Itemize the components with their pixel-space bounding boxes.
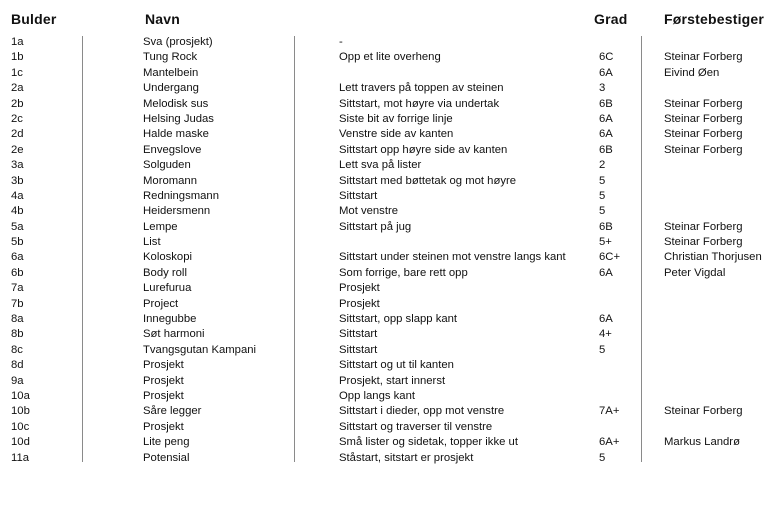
route-name: Prosjekt	[143, 420, 184, 433]
table-row	[0, 97, 773, 112]
table-row	[0, 66, 773, 81]
boulder-id: 2c	[11, 112, 23, 125]
route-grade: 6A	[599, 66, 613, 79]
boulder-id: 2d	[11, 128, 24, 141]
boulder-id: 8a	[11, 313, 24, 326]
route-grade: 6A+	[599, 436, 620, 449]
boulder-id: 7a	[11, 282, 24, 295]
table-row	[0, 174, 773, 189]
route-grade: 6A	[599, 313, 613, 326]
boulder-id: 1a	[11, 36, 24, 48]
route-description: Prosjekt, start innerst	[339, 374, 446, 387]
route-name: Solguden	[143, 159, 191, 172]
route-name: Envegslove	[143, 143, 202, 156]
table-row	[0, 420, 773, 435]
boulder-id: 1b	[11, 51, 24, 64]
table-row	[0, 220, 773, 235]
first-ascent: Christian Thorjusen	[664, 251, 762, 264]
table-row	[0, 50, 773, 65]
route-grade: 5+	[599, 236, 612, 249]
route-grade: 2	[599, 159, 606, 172]
table-row	[0, 158, 773, 173]
route-grade: 6C	[599, 51, 614, 64]
table-row	[0, 112, 773, 127]
boulder-id: 1c	[11, 66, 23, 79]
boulder-id: 2b	[11, 97, 24, 110]
route-description: Sittstart	[339, 343, 378, 356]
route-grade: 5	[599, 189, 606, 202]
table-row	[0, 358, 773, 373]
route-name: Tvangsgutan Kampani	[143, 343, 257, 356]
route-description: Sittstart, opp slapp kant	[339, 313, 458, 326]
route-description: Mot venstre	[339, 205, 399, 218]
route-description: -	[339, 36, 343, 48]
route-name: Tung Rock	[143, 51, 198, 64]
first-ascent: Eivind Øen	[664, 66, 720, 79]
boulder-id: 10b	[11, 405, 30, 418]
route-description: Sittstart på jug	[339, 220, 412, 233]
route-description: Sittstart med bøttetak og mot høyre	[339, 174, 517, 187]
boulder-id: 6a	[11, 251, 24, 264]
first-ascent: Steinar Forberg	[664, 143, 743, 156]
route-name: Sva (prosjekt)	[143, 36, 213, 48]
boulder-id: 2e	[11, 143, 24, 156]
boulder-id: 10d	[11, 436, 30, 449]
first-ascent: Steinar Forberg	[664, 236, 743, 249]
boulder-table	[0, 35, 773, 466]
boulder-id: 8c	[11, 343, 23, 356]
first-ascent: Steinar Forberg	[664, 51, 743, 64]
route-description: Prosjekt	[339, 297, 380, 310]
route-grade: 7A+	[599, 405, 620, 418]
route-grade: 6C+	[599, 251, 621, 264]
route-description: Opp et lite overheng	[339, 51, 441, 64]
route-description: Sittstart og ut til kanten	[339, 359, 454, 372]
first-ascent: Peter Vigdal	[664, 266, 726, 279]
boulder-id: 4b	[11, 205, 24, 218]
route-grade: 6A	[599, 128, 613, 141]
route-name: Såre legger	[143, 405, 202, 418]
route-name: Lurefurua	[143, 282, 192, 295]
boulder-id: 10a	[11, 389, 30, 402]
route-grade: 3	[599, 82, 606, 95]
first-ascent: Steinar Forberg	[664, 97, 743, 110]
boulder-id: 6b	[11, 266, 24, 279]
table-row	[0, 235, 773, 250]
boulder-id: 10c	[11, 420, 30, 433]
boulder-id: 7b	[11, 297, 24, 310]
route-description: Prosjekt	[339, 282, 380, 295]
route-name: Undergang	[143, 82, 199, 95]
boulder-id: 11a	[11, 451, 30, 464]
route-description: Sittstart opp høyre side av kanten	[339, 143, 508, 156]
first-ascent: Steinar Forberg	[664, 112, 743, 125]
route-description: Siste bit av forrige linje	[339, 112, 453, 125]
route-name: Mantelbein	[143, 66, 199, 79]
table-row	[0, 327, 773, 342]
route-grade: 6A	[599, 266, 613, 279]
boulder-id: 2a	[11, 82, 24, 95]
route-description: Lett sva på lister	[339, 159, 422, 172]
table-row	[0, 404, 773, 419]
first-ascent: Steinar Forberg	[664, 220, 743, 233]
route-description: Sittstart	[339, 189, 378, 202]
table-row	[0, 297, 773, 312]
route-grade: 4+	[599, 328, 612, 341]
header-navn: Navn	[145, 11, 181, 27]
boulder-id: 5b	[11, 236, 24, 249]
header-bulder: Bulder	[11, 11, 57, 27]
boulder-id: 3b	[11, 174, 24, 187]
route-name: Prosjekt	[143, 359, 184, 372]
route-grade: 6B	[599, 220, 613, 233]
route-description: Opp langs kant	[339, 389, 415, 402]
route-description: Sittstart i dieder, opp mot venstre	[339, 405, 505, 418]
header-forstebestiger: Førstebestiger	[664, 11, 765, 27]
route-name: Innegubbe	[143, 313, 197, 326]
table-row	[0, 143, 773, 158]
route-name: List	[143, 236, 161, 249]
route-name: Melodisk sus	[143, 97, 209, 110]
header-grad: Grad	[594, 11, 628, 27]
table-row	[0, 250, 773, 265]
table-row	[0, 343, 773, 358]
route-name: Body roll	[143, 266, 187, 279]
route-description: Lett travers på toppen av steinen	[339, 82, 504, 95]
route-grade: 5	[599, 343, 606, 356]
boulder-id: 8d	[11, 359, 24, 372]
table-row	[0, 35, 773, 50]
table-row	[0, 312, 773, 327]
route-grade: 6B	[599, 97, 613, 110]
route-name: Redningsmann	[143, 189, 219, 202]
route-name: Project	[143, 297, 179, 310]
route-name: Lite peng	[143, 436, 190, 449]
boulder-id: 3a	[11, 159, 24, 172]
table-row	[0, 204, 773, 219]
route-grade: 5	[599, 451, 606, 464]
table-row	[0, 374, 773, 389]
table-row	[0, 281, 773, 296]
table-row	[0, 266, 773, 281]
route-description: Ståstart, sitstart er prosjekt	[339, 451, 474, 464]
route-grade: 5	[599, 205, 606, 218]
route-description: Sittstart	[339, 328, 378, 341]
route-description: Venstre side av kanten	[339, 128, 454, 141]
table-row	[0, 127, 773, 142]
route-description: Små lister og sidetak, topper ikke ut	[339, 436, 518, 449]
route-name: Heidersmenn	[143, 205, 211, 218]
route-name: Lempe	[143, 220, 178, 233]
route-name: Prosjekt	[143, 389, 184, 402]
boulder-id: 8b	[11, 328, 24, 341]
route-name: Halde maske	[143, 128, 209, 141]
route-name: Moromann	[143, 174, 197, 187]
route-description: Sittstart, mot høyre via undertak	[339, 97, 500, 110]
table-row	[0, 451, 773, 466]
first-ascent: Steinar Forberg	[664, 405, 743, 418]
route-grade: 5	[599, 174, 606, 187]
route-name: Potensial	[143, 451, 190, 464]
route-description: Sittstart og traverser til venstre	[339, 420, 493, 433]
first-ascent: Markus Landrø	[664, 436, 740, 449]
table-row	[0, 189, 773, 204]
first-ascent: Steinar Forberg	[664, 128, 743, 141]
boulder-id: 4a	[11, 189, 24, 202]
route-name: Søt harmoni	[143, 328, 205, 341]
route-name: Helsing Judas	[143, 112, 214, 125]
table-row	[0, 435, 773, 450]
table-row	[0, 389, 773, 404]
route-grade: 6A	[599, 112, 613, 125]
route-description: Som forrige, bare rett opp	[339, 266, 468, 279]
route-name: Koloskopi	[143, 251, 192, 264]
route-grade: 6B	[599, 143, 613, 156]
boulder-id: 5a	[11, 220, 24, 233]
route-name: Prosjekt	[143, 374, 184, 387]
route-description: Sittstart under steinen mot venstre langs kant	[339, 251, 566, 264]
boulder-id: 9a	[11, 374, 24, 387]
table-row	[0, 81, 773, 96]
